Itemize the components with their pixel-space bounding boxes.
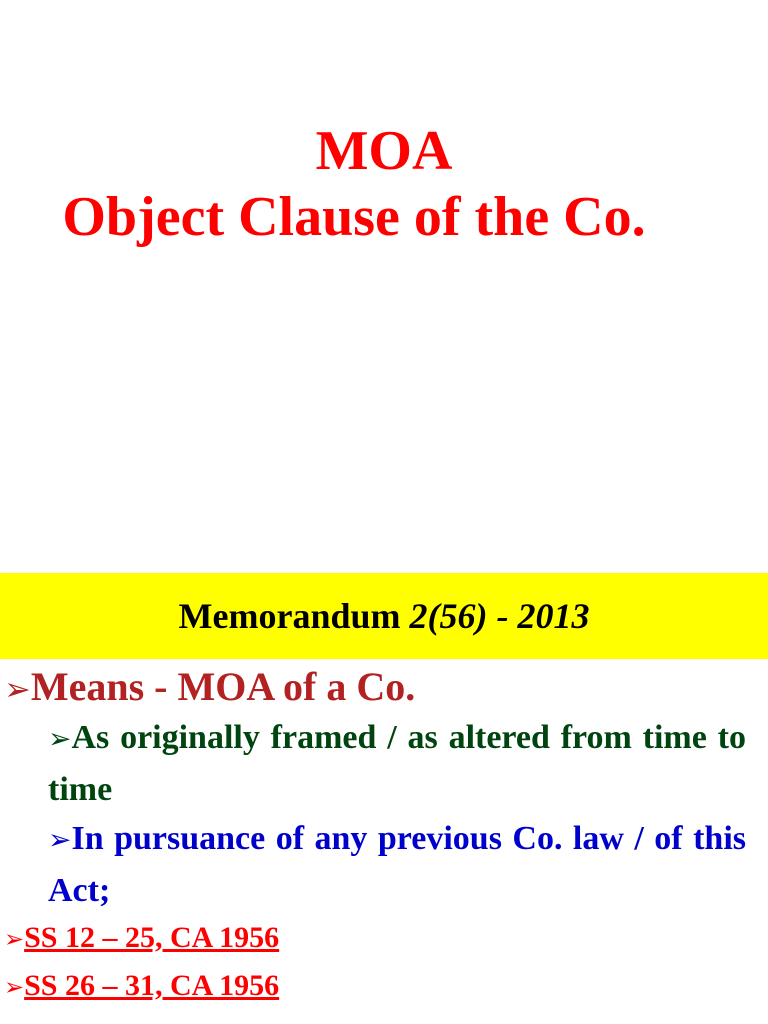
arrow-bullet-icon: ➢ bbox=[48, 823, 72, 856]
sub-bullet-text: In pursuance of any previous Co. law / of this Act; bbox=[48, 820, 746, 909]
reference-ss-12-25[interactable] bbox=[4, 918, 279, 959]
sub-bullet-in-pursuance bbox=[48, 813, 746, 916]
main-bullet-text: Means - MOA of a Co. bbox=[30, 664, 416, 709]
main-bullet bbox=[4, 660, 764, 716]
banner-section-number: 2(56) - 2013 bbox=[409, 596, 590, 636]
sub-bullet-as-originally-framed bbox=[48, 712, 746, 815]
arrow-bullet-icon: ➢ bbox=[48, 722, 72, 755]
sub-bullet-text: As originally framed / as altered from time to time bbox=[48, 719, 746, 808]
slide-title bbox=[0, 118, 768, 250]
section-banner bbox=[0, 573, 768, 659]
reference-ss-26-31[interactable] bbox=[4, 966, 279, 1007]
arrow-bullet-icon: ➢ bbox=[4, 670, 31, 708]
reference-link-text[interactable]: SS 12 – 25, CA 1956 bbox=[24, 921, 280, 954]
title-line-object-clause: Object Clause of the Co. bbox=[62, 186, 646, 248]
arrow-bullet-icon: ➢ bbox=[4, 973, 25, 1001]
banner-word: Memorandum bbox=[178, 596, 401, 636]
title-line-moa: MOA bbox=[315, 120, 453, 182]
reference-link-text[interactable]: SS 26 – 31, CA 1956 bbox=[24, 969, 280, 1002]
arrow-bullet-icon: ➢ bbox=[4, 925, 25, 953]
